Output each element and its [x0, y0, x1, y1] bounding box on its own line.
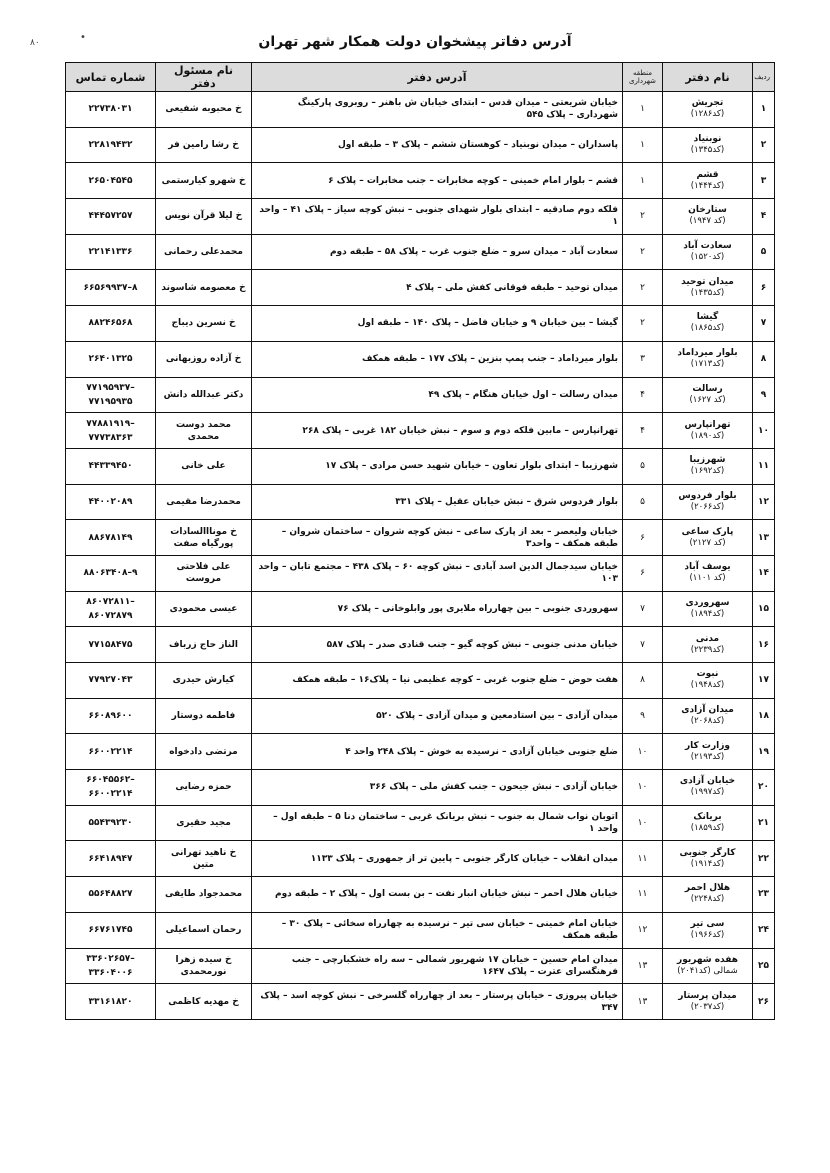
office-name: سهروردی — [685, 597, 730, 608]
district-number: ۱۱ — [623, 877, 663, 913]
phone-number: ۶۶۷۶۱۷۴۵ — [66, 912, 156, 948]
table-row — [66, 734, 775, 770]
office-manager: خ محبوبه شفیعی — [156, 92, 252, 128]
office-manager: محمدعلی رحمانی — [156, 234, 252, 270]
phone-number: ۵۵۶۴۸۸۲۷ — [66, 877, 156, 913]
office-address: میدان انقلاب – خیابان کارگر جنوبی – پایین تر از جمهوری – پلاک ۱۱۳۳ — [252, 841, 623, 877]
phone-number: ۲۶۴۰۱۳۲۵ — [66, 341, 156, 377]
office-name: میدان توحید — [681, 276, 734, 287]
phone-number: ۴۴۳۳۹۴۵۰ — [66, 448, 156, 484]
district-number: ۱۲ — [623, 912, 663, 948]
table-row — [66, 234, 775, 270]
office-manager: دکتر عبدالله دانش — [156, 377, 252, 413]
district-number: ۲ — [623, 306, 663, 342]
district-number: ۱ — [623, 92, 663, 128]
office-address: پاسداران – میدان نوبنیاد – کوهستان ششم – پلاک ۳ – طبقه اول — [252, 127, 623, 163]
office-address: خیابان ولیعصر – بعد از پارک ساعی – نبش کوچه شروان – ساختمان شروان – طبقه همکف – واحد۳ — [252, 520, 623, 556]
office-address: گیشا – بین خیابان ۹ و خیابان فاضل – پلاک ۱۴۰ – طبقه اول — [252, 306, 623, 342]
table-row — [66, 877, 775, 913]
table-row — [66, 199, 775, 235]
office-code: (کد۱۵۲۰) — [690, 252, 725, 263]
phone-number: ۴۴۴۵۷۲۵۷ — [66, 199, 156, 235]
office-name: نوبنیاد — [693, 134, 722, 145]
office-address: خیابان پیروزی – خیابان پرستار – بعد از چهارراه گلسرخی – نبش کوچه اسد – پلاک ۳۴۷ — [252, 984, 623, 1020]
office-address: سعادت آباد – میدان سرو – ضلع جنوب غرب – پلاک ۵۸ – طبقه دوم — [252, 234, 623, 270]
office-manager: خ لیلا قرآن نویس — [156, 199, 252, 235]
header-manager: نام مسئول دفتر — [156, 63, 252, 92]
office-code: (کد۱۸۵۹) — [690, 823, 725, 834]
office-name-cell — [663, 377, 753, 413]
office-name-cell — [663, 234, 753, 270]
phone-number: ۸۸۶۷۸۱۴۹ — [66, 520, 156, 556]
table-row — [66, 448, 775, 484]
office-name-cell — [663, 555, 753, 591]
dot-mark: • — [80, 32, 86, 43]
district-number: ۷ — [623, 591, 663, 627]
office-manager: خ نسرین دیباج — [156, 306, 252, 342]
table-row — [66, 341, 775, 377]
office-name: بریانک — [693, 812, 722, 823]
office-name: تجریش — [691, 98, 724, 109]
office-manager: فاطمه دوستار — [156, 698, 252, 734]
phone-number: ۳۳۱۶۱۸۲۰ — [66, 984, 156, 1020]
office-code: (کد۱۶۹۲) — [690, 466, 725, 477]
row-number: ۱۰ — [753, 413, 775, 449]
office-address: میدان رسالت – اول خیابان هنگام – پلاک ۴۹ — [252, 377, 623, 413]
office-address: هفت حوض – ضلع جنوب غربی – کوچه عظیمی نیا – پلاک۱۶ – طبقه همکف — [252, 663, 623, 699]
district-number: ۱۳ — [623, 948, 663, 984]
office-code: (کد۲۲۳۹) — [690, 644, 725, 655]
district-number: ۱۳ — [623, 984, 663, 1020]
header-address: آدرس دفتر — [252, 63, 623, 92]
phone-number: ۶۶۴۱۸۹۴۷ — [66, 841, 156, 877]
table-body — [66, 92, 775, 1020]
row-number: ۲۱ — [753, 805, 775, 841]
office-manager: خ سیده زهرا نورمحمدی — [156, 948, 252, 984]
table-header-row — [66, 63, 775, 92]
row-number: ۵ — [753, 234, 775, 270]
office-name-cell — [663, 306, 753, 342]
header-district: منطقه شهرداری — [623, 63, 663, 92]
office-code: (کد۱۹۱۴) — [690, 858, 725, 869]
office-name-cell — [663, 734, 753, 770]
office-address: میدان آزادی – بین استادمعین و میدان آزادی – پلاک ۵۲۰ — [252, 698, 623, 734]
row-number: ۹ — [753, 377, 775, 413]
office-name: پارک ساعی — [681, 526, 734, 537]
district-number: ۱۰ — [623, 770, 663, 806]
office-name-cell — [663, 448, 753, 484]
office-name: هفده شهریور — [677, 954, 738, 965]
office-name-cell — [663, 698, 753, 734]
district-number: ۶ — [623, 520, 663, 556]
office-name-cell — [663, 627, 753, 663]
office-name: شهرزیبا — [689, 455, 726, 466]
office-manager: خ رشا رامین فر — [156, 127, 252, 163]
row-number: ۲۴ — [753, 912, 775, 948]
office-name: کارگر جنوبی — [679, 847, 736, 858]
office-code: (کد۲۰۳۷) — [690, 1001, 725, 1012]
district-number: ۱۰ — [623, 734, 663, 770]
phone-number: ۲۲۱۴۱۳۳۶ — [66, 234, 156, 270]
office-address: فلکه دوم صادقیه – ابتدای بلوار شهدای جنوبی – نبش کوچه سیاز – پلاک ۴۱ – واحد ۱ — [252, 199, 623, 235]
office-name-cell — [663, 770, 753, 806]
table-row — [66, 591, 775, 627]
office-manager: خ معصومه شاسوند — [156, 270, 252, 306]
office-name-cell — [663, 877, 753, 913]
phone-number: ۲۲۸۱۹۴۳۲ — [66, 127, 156, 163]
district-number: ۲ — [623, 199, 663, 235]
district-number: ۱ — [623, 127, 663, 163]
office-name: سی تیر — [690, 919, 725, 930]
phone-number: ۷۷۸۸۱۹۱۹– ۷۷۷۳۸۳۶۳ — [66, 413, 156, 449]
office-address: ضلع جنوبی خیابان آزادی – نرسیده به خوش – پلاک ۲۴۸ واحد ۴ — [252, 734, 623, 770]
office-code: (کد۱۹۴۸) — [690, 680, 725, 691]
row-number: ۱۳ — [753, 520, 775, 556]
office-name-cell — [663, 127, 753, 163]
row-number: ۱۶ — [753, 627, 775, 663]
office-name-cell — [663, 663, 753, 699]
office-code: (کد۱۸۹۰) — [690, 430, 725, 441]
row-number: ۱۱ — [753, 448, 775, 484]
phone-number: ۶۶۰۰۲۲۱۴ — [66, 734, 156, 770]
office-manager: خ مهدیه کاظمی — [156, 984, 252, 1020]
district-number: ۱ — [623, 163, 663, 199]
office-name-cell — [663, 341, 753, 377]
office-code: (کد۲۰۶۸) — [690, 716, 725, 727]
office-code: (کد۱۴۳۵) — [690, 287, 725, 298]
table-row — [66, 163, 775, 199]
table-row — [66, 484, 775, 520]
office-address: اتوبان نواب شمال به جنوب – نبش بریانک غربی – ساختمان دنا ۵ – طبقه اول – واحد ۱ — [252, 805, 623, 841]
office-code: (کد۱۷۱۳) — [690, 359, 725, 370]
office-name-cell — [663, 270, 753, 306]
office-address: تهرانپارس – مابین فلکه دوم و سوم – نبش خیابان ۱۸۲ غربی – پلاک ۲۶۸ — [252, 413, 623, 449]
office-address: خیابان سیدجمال الدین اسد آبادی – نبش کوچه ۶۰ – پلاک ۴۳۸ – مجتمع تابان – واحد ۱۰۳ — [252, 555, 623, 591]
table-row — [66, 841, 775, 877]
phone-number: ۶۶۰۸۹۶۰۰ — [66, 698, 156, 734]
district-number: ۶ — [623, 555, 663, 591]
office-name-cell — [663, 484, 753, 520]
office-name: مدنی — [695, 633, 720, 644]
office-manager: علی فلاحتی مروست — [156, 555, 252, 591]
office-manager: خ آزاده روزبهانی — [156, 341, 252, 377]
phone-number: ۴۴۰۰۲۰۸۹ — [66, 484, 156, 520]
office-code: (کد۲۱۹۳) — [690, 751, 725, 762]
row-number: ۲۶ — [753, 984, 775, 1020]
table-row — [66, 555, 775, 591]
header-row-number: ردیف — [753, 63, 775, 92]
district-number: ۴ — [623, 413, 663, 449]
table-row — [66, 413, 775, 449]
office-address: بلوار میرداماد – جنب پمپ بنزین – پلاک ۱۷۷ – طبقه همکف — [252, 341, 623, 377]
office-name-cell — [663, 163, 753, 199]
office-address: میدان امام حسین – خیابان ۱۷ شهریور شمالی – سه راه خشکبارچی – جنب فرهنگسرای عترت – پلاک ۱۶۴۷ — [252, 948, 623, 984]
table-row — [66, 663, 775, 699]
row-number: ۶ — [753, 270, 775, 306]
office-name: هلال احمر — [684, 883, 731, 894]
office-manager: خ مونااالسادات پورگیاه صفت — [156, 520, 252, 556]
office-name: ستارخان — [688, 205, 727, 216]
office-code: (کد۲۰۶۶) — [690, 501, 725, 512]
table-row — [66, 984, 775, 1020]
row-number: ۲۲ — [753, 841, 775, 877]
table-row — [66, 627, 775, 663]
row-number: ۲ — [753, 127, 775, 163]
office-address: سهروردی جنوبی – بین چهارراه ملایری پور وابلوخانی – پلاک ۷۶ — [252, 591, 623, 627]
phone-number: ۸۶۰۷۲۸۱۱– ۸۶۰۷۲۸۷۹ — [66, 591, 156, 627]
office-code: (کد۲۲۴۸) — [690, 894, 725, 905]
corner-mark: ۸۰ — [30, 38, 40, 48]
office-name-cell — [663, 912, 753, 948]
office-address: خیابان شریعتی – میدان قدس – ابتدای خیابان ش باهنر – روبروی پارکینگ شهرداری – پلاک ۵۴۵ — [252, 92, 623, 128]
office-name-cell — [663, 92, 753, 128]
office-name: بلوار میرداماد — [677, 348, 738, 359]
office-name: تهرانپارس — [684, 419, 731, 430]
office-name: نبوت — [696, 669, 719, 680]
office-name: سعادت آباد — [683, 241, 732, 252]
office-name: میدان پرستار — [678, 990, 737, 1001]
page-title: آدرس دفاتر پیشخوان دولت همکار شهر تهران — [258, 34, 572, 50]
office-name: قشم — [696, 169, 719, 180]
office-manager: محمد دوست محمدی — [156, 413, 252, 449]
row-number: ۲۵ — [753, 948, 775, 984]
phone-number: ۸۸۰۶۳۴۰۸–۹ — [66, 555, 156, 591]
office-code: (کد۱۹۶۶) — [690, 930, 725, 941]
phone-number: ۸۸۲۴۶۵۶۸ — [66, 306, 156, 342]
phone-number: ۳۳۶۰۲۶۵۷– ۳۳۶۰۴۰۰۶ — [66, 948, 156, 984]
office-name: میدان آزادی — [681, 705, 734, 716]
office-manager: عیسی محمودی — [156, 591, 252, 627]
district-number: ۱۰ — [623, 805, 663, 841]
office-address: بلوار فردوس شرق – نبش خیابان عقیل – پلاک ۳۳۱ — [252, 484, 623, 520]
district-number: ۸ — [623, 663, 663, 699]
row-number: ۱۴ — [753, 555, 775, 591]
office-manager: الناز حاج زرباف — [156, 627, 252, 663]
table-row — [66, 520, 775, 556]
office-code: (کد۱۴۴۴) — [690, 180, 725, 191]
office-name-cell — [663, 948, 753, 984]
office-address: خیابان آزادی – نبش جیحون – جنب کفش ملی – پلاک ۳۶۶ — [252, 770, 623, 806]
table-row — [66, 698, 775, 734]
header-office-name: نام دفتر — [663, 63, 753, 92]
phone-number: ۲۶۵۰۴۵۴۵ — [66, 163, 156, 199]
row-number: ۷ — [753, 306, 775, 342]
office-manager: علی خانی — [156, 448, 252, 484]
office-name: بلوار فردوس — [678, 490, 737, 501]
table-row — [66, 92, 775, 128]
row-number: ۱ — [753, 92, 775, 128]
office-name-cell — [663, 413, 753, 449]
office-manager: خ شهرو کیارستمی — [156, 163, 252, 199]
district-number: ۱۱ — [623, 841, 663, 877]
district-number: ۴ — [623, 377, 663, 413]
office-manager: محمدجواد طایفی — [156, 877, 252, 913]
office-address: قشم – بلوار امام خمینی – کوچه مخابرات – جنب مخابرات – پلاک ۶ — [252, 163, 623, 199]
office-name-cell — [663, 591, 753, 627]
table-row — [66, 948, 775, 984]
office-manager: رحمان اسماعیلی — [156, 912, 252, 948]
office-address: خیابان امام خمینی – خیابان سی تیر – نرسیده به چهارراه سخائی – پلاک ۳۰ – طبقه همکف — [252, 912, 623, 948]
phone-number: ۶۶۵۶۹۹۳۷–۸ — [66, 270, 156, 306]
office-manager: مجید حقیری — [156, 805, 252, 841]
office-name-cell — [663, 520, 753, 556]
office-name: خیابان آزادی — [679, 776, 736, 787]
office-code: (کد۱۸۶۵) — [690, 323, 725, 334]
office-name-cell — [663, 805, 753, 841]
office-name: رسالت — [692, 383, 723, 394]
phone-number: ۲۲۷۳۸۰۳۱ — [66, 92, 156, 128]
district-number: ۳ — [623, 341, 663, 377]
table-row — [66, 912, 775, 948]
phone-number: ۷۷۱۹۵۹۳۷– ۷۷۱۹۵۹۳۵ — [66, 377, 156, 413]
office-name-cell — [663, 841, 753, 877]
office-name: گیشا — [696, 312, 719, 323]
header-phone: شماره تماس — [66, 63, 156, 92]
phone-number: ۷۷۹۲۷۰۴۳ — [66, 663, 156, 699]
offices-table — [65, 62, 775, 1020]
row-number: ۱۹ — [753, 734, 775, 770]
office-code: (کد ۱۹۴۷) — [689, 216, 726, 227]
office-code: (کد ۱۱۰۱) — [689, 573, 726, 584]
office-code: (کد ۲۱۲۷) — [689, 537, 726, 548]
office-name-cell — [663, 984, 753, 1020]
office-address: خیابان مدنی جنوبی – نبش کوچه گیو – جنب قنادی صدر – پلاک ۵۸۷ — [252, 627, 623, 663]
district-number: ۷ — [623, 627, 663, 663]
phone-number: ۷۷۱۵۸۴۷۵ — [66, 627, 156, 663]
office-code: شمالی (کد۲۰۴۱) — [677, 965, 738, 976]
office-manager: محمدرضا مقیمی — [156, 484, 252, 520]
row-number: ۲۳ — [753, 877, 775, 913]
office-code: (کد۱۹۹۷) — [690, 787, 725, 798]
office-address: میدان توحید – طبقه فوقانی کفش ملی – پلاک ۴ — [252, 270, 623, 306]
row-number: ۱۲ — [753, 484, 775, 520]
table-row — [66, 770, 775, 806]
row-number: ۲۰ — [753, 770, 775, 806]
office-name: یوسف آباد — [684, 562, 731, 573]
office-manager: حمزه رضایی — [156, 770, 252, 806]
table-row — [66, 127, 775, 163]
row-number: ۱۸ — [753, 698, 775, 734]
office-manager: مرتضی دادخواه — [156, 734, 252, 770]
district-number: ۵ — [623, 448, 663, 484]
office-manager: کیارش حیدری — [156, 663, 252, 699]
table-row — [66, 270, 775, 306]
office-manager: خ ناهید تهرانی متین — [156, 841, 252, 877]
office-address: خیابان هلال احمر – نبش خیابان انبار نفت – بن بست اول – پلاک ۲ – طبقه دوم — [252, 877, 623, 913]
row-number: ۳ — [753, 163, 775, 199]
office-code: (کد۱۸۹۴) — [690, 608, 725, 619]
office-address: شهرزیبا – ابتدای بلوار تعاون – خیابان شهید حسن مرادی – پلاک ۱۷ — [252, 448, 623, 484]
row-number: ۸ — [753, 341, 775, 377]
row-number: ۱۵ — [753, 591, 775, 627]
office-code: (کد۱۲۸۶) — [690, 109, 725, 120]
table-row — [66, 377, 775, 413]
phone-number: ۵۵۴۳۹۲۳۰ — [66, 805, 156, 841]
district-number: ۲ — [623, 234, 663, 270]
district-number: ۲ — [623, 270, 663, 306]
office-code: (کد۱۳۴۵) — [690, 145, 725, 156]
office-code: (کد ۱۶۲۷) — [689, 394, 726, 405]
table-row — [66, 306, 775, 342]
district-number: ۵ — [623, 484, 663, 520]
office-name-cell — [663, 199, 753, 235]
phone-number: ۶۶۰۴۵۵۶۲– ۶۶۰۰۲۲۱۴ — [66, 770, 156, 806]
row-number: ۱۷ — [753, 663, 775, 699]
table-row — [66, 805, 775, 841]
office-name: وزارت کار — [684, 740, 730, 751]
district-number: ۹ — [623, 698, 663, 734]
row-number: ۴ — [753, 199, 775, 235]
